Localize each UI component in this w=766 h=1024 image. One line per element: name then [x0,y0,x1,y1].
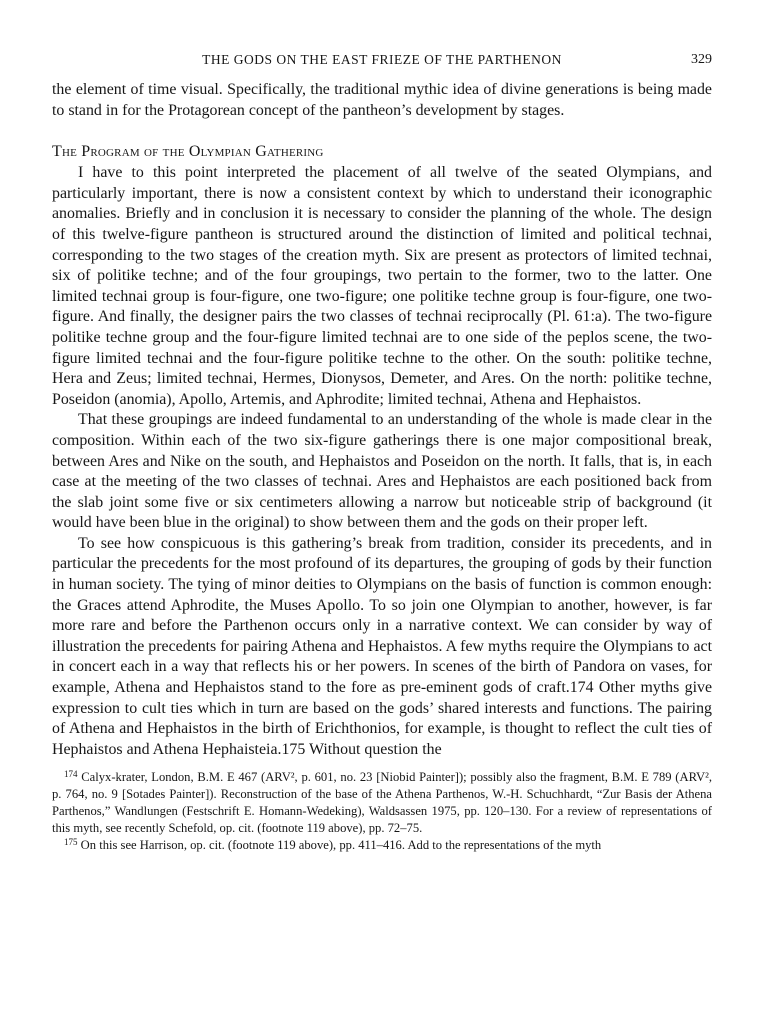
footnote-175 [52,837,712,854]
footnote-number: 175 [64,836,78,847]
page-number: 329 [691,52,712,67]
paragraph-continuation: the element of time visual. Specifically, the traditional mythic idea of divine generations is being made to stand in for the Protagorean concept of the pantheon’s development by stages. [52,81,712,119]
paragraph-precedents: To see how conspicuous is this gathering’s break from tradition, consider its precedents, and in particular the precedents for the most profound of its departures, the grouping of gods by their function in human society. The tying of minor deities to Olympians on the basis of function is common enough: the Graces attend Aphrodite, the Muses Apollo. To so join one Olympian to another, however, is far more rare and before the Parthenon occurs only in a narrative context. We can consider by way of illustration the precedents for pairing Athena and Hephaistos. A few myths require the Olympians to act in concert each in a way that reflects his or her powers. In scenes of the birth of Pandora on vases, for example, Athena and Hephaistos stand to the fore as pre-eminent gods of craft.174 Other myths give expression to cult ties which in turn are based on the gods’ shared interests and functions. The pairing of Athena and Hephaistos in the birth of Erichthonios, for example, is thought to reflect the cult ties of Hephaistos and Athena Hephaisteia.175 Without question the [52,534,712,758]
footnote-text: On this see Harrison, op. cit. (footnote 119 above), pp. 411–416. Add to the representations of the myth [80,837,602,852]
footnotes [52,769,712,853]
running-header [52,52,712,78]
footnote-text: Calyx-krater, London, B.M. E 467 (ARV², p. 601, no. 23 [Niobid Painter]); possibly also the fragment, B.M. E 789 (ARV², p. 764, no. 9 [Sotades Painter]). Reconstruction of the base of the Athena Parthenos, W.-H. Schuchhardt, “Zur Basis der Athena Parthenos,” Wandlungen (Festschrift E. Homann-Wedeking), Waldsassen 1975, pp. 120–130. For a review of representations of this myth, see recently Schefold, op. cit. (footnote 119 above), pp. 72–75. [52,770,712,835]
page [52,52,712,853]
body-text [52,80,712,760]
paragraph-program: I have to this point interpreted the placement of all twelve of the seated Olympians, and particularly important, there is now a consistent context by which to understand their iconographic anomalies. Briefly and in conclusion it is necessary to consider the planning of the whole. The design of this twelve-figure pantheon is structured around the distinction of limited and political technai, corresponding to the two stages of the creation myth. Six are present as protectors of limited technai, six of politike techne; and of the four groupings, two pertain to the former, two to the latter. One limited technai group is four-figure, one two-figure; one politike techne group is four-figure, one two-figure. And finally, the designer pairs the two classes of technai reciprocally (Pl. 61:a). The two-figure politike techne group and the four-figure limited technai are to one side of the peplos scene, the two-figure limited technai and the four-figure politike techne to the other. On the south: politike techne, Hera and Zeus; limited technai, Hermes, Dionysos, Demeter, and Ares. On the north: politike techne, Poseidon (anomia), Apollo, Artemis, and Aphrodite; limited technai, Athena and Hephaistos. [52,164,712,408]
footnote-174 [52,769,712,836]
section-heading: The Program of the Olympian Gathering [52,143,324,161]
paragraph-groupings: That these groupings are indeed fundamental to an understanding of the whole is made clear in the composition. Within each of the two six-figure gatherings there is one major compositional break, between Ares and Nike on the south, and Hephaistos and Poseidon on the north. It falls, that is, in each case at the meeting of the two classes of technai. Ares and Hephaistos are each positioned back from the slab joint some five or six centimeters allowing a narrow but noticeable strip of background (it would have been blue in the original) to show between them and the gods on their proper left. [52,411,712,532]
running-title: THE GODS ON THE EAST FRIEZE OF THE PARTHENON [202,52,562,67]
footnote-number: 174 [64,769,78,780]
